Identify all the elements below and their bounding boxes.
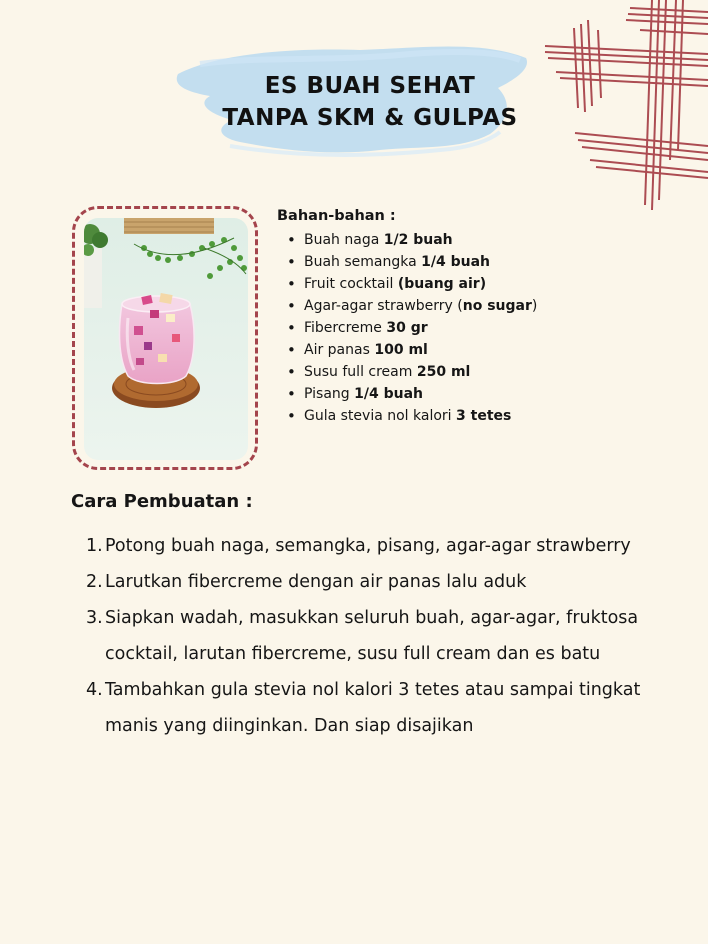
ingredient-item: • Pisang 1/4 buah <box>287 383 677 405</box>
title-line-1: ES BUAH SEHAT <box>264 73 476 99</box>
steps-list <box>86 528 686 744</box>
ingredient-item: • Agar-agar strawberry (no sugar) <box>287 295 677 317</box>
step-text: Tambahkan gula stevia nol kalori 3 tetes atau sampai tingkat <box>105 680 641 700</box>
ingredient-item: • Fruit cocktail (buang air) <box>287 273 677 295</box>
ingredients-list <box>277 229 677 427</box>
ingredient-item: • Gula stevia nol kalori 3 tetes <box>287 405 677 427</box>
steps-title: Cara Pembuatan : <box>71 491 253 512</box>
step-item <box>86 600 686 672</box>
ingredient-item: • Fibercreme 30 gr <box>287 317 677 339</box>
step-item <box>86 564 686 600</box>
step-text: manis yang diinginkan. Dan siap disajikan <box>105 716 474 736</box>
ingredients-title: Bahan-bahan : <box>277 208 396 224</box>
step-item <box>86 528 686 564</box>
ingredient-item: • Buah naga 1/2 buah <box>287 229 677 251</box>
step-number: 2. <box>86 572 103 592</box>
title-line-2: TANPA SKM & GULPAS <box>222 105 518 131</box>
step-text: Potong buah naga, semangka, pisang, agar-agar strawberry <box>105 536 631 556</box>
ingredient-item: • Susu full cream 250 ml <box>287 361 677 383</box>
ingredients-section <box>277 206 677 427</box>
step-item <box>86 672 686 744</box>
step-number: 1. <box>86 536 103 556</box>
ingredient-item: • Air panas 100 ml <box>287 339 677 361</box>
drink-illustration <box>84 218 248 460</box>
step-text: Siapkan wadah, masukkan seluruh buah, agar-agar, fruktosa <box>105 608 639 628</box>
step-text: cocktail, larutan fibercreme, susu full cream dan es batu <box>105 644 601 664</box>
ingredient-item: • Buah semangka 1/4 buah <box>287 251 677 273</box>
step-text: Larutkan fibercreme dengan air panas lalu aduk <box>105 572 527 592</box>
step-number: 4. <box>86 680 103 700</box>
drink-photo <box>84 218 248 460</box>
page-title <box>160 70 580 134</box>
step-number: 3. <box>86 608 103 628</box>
